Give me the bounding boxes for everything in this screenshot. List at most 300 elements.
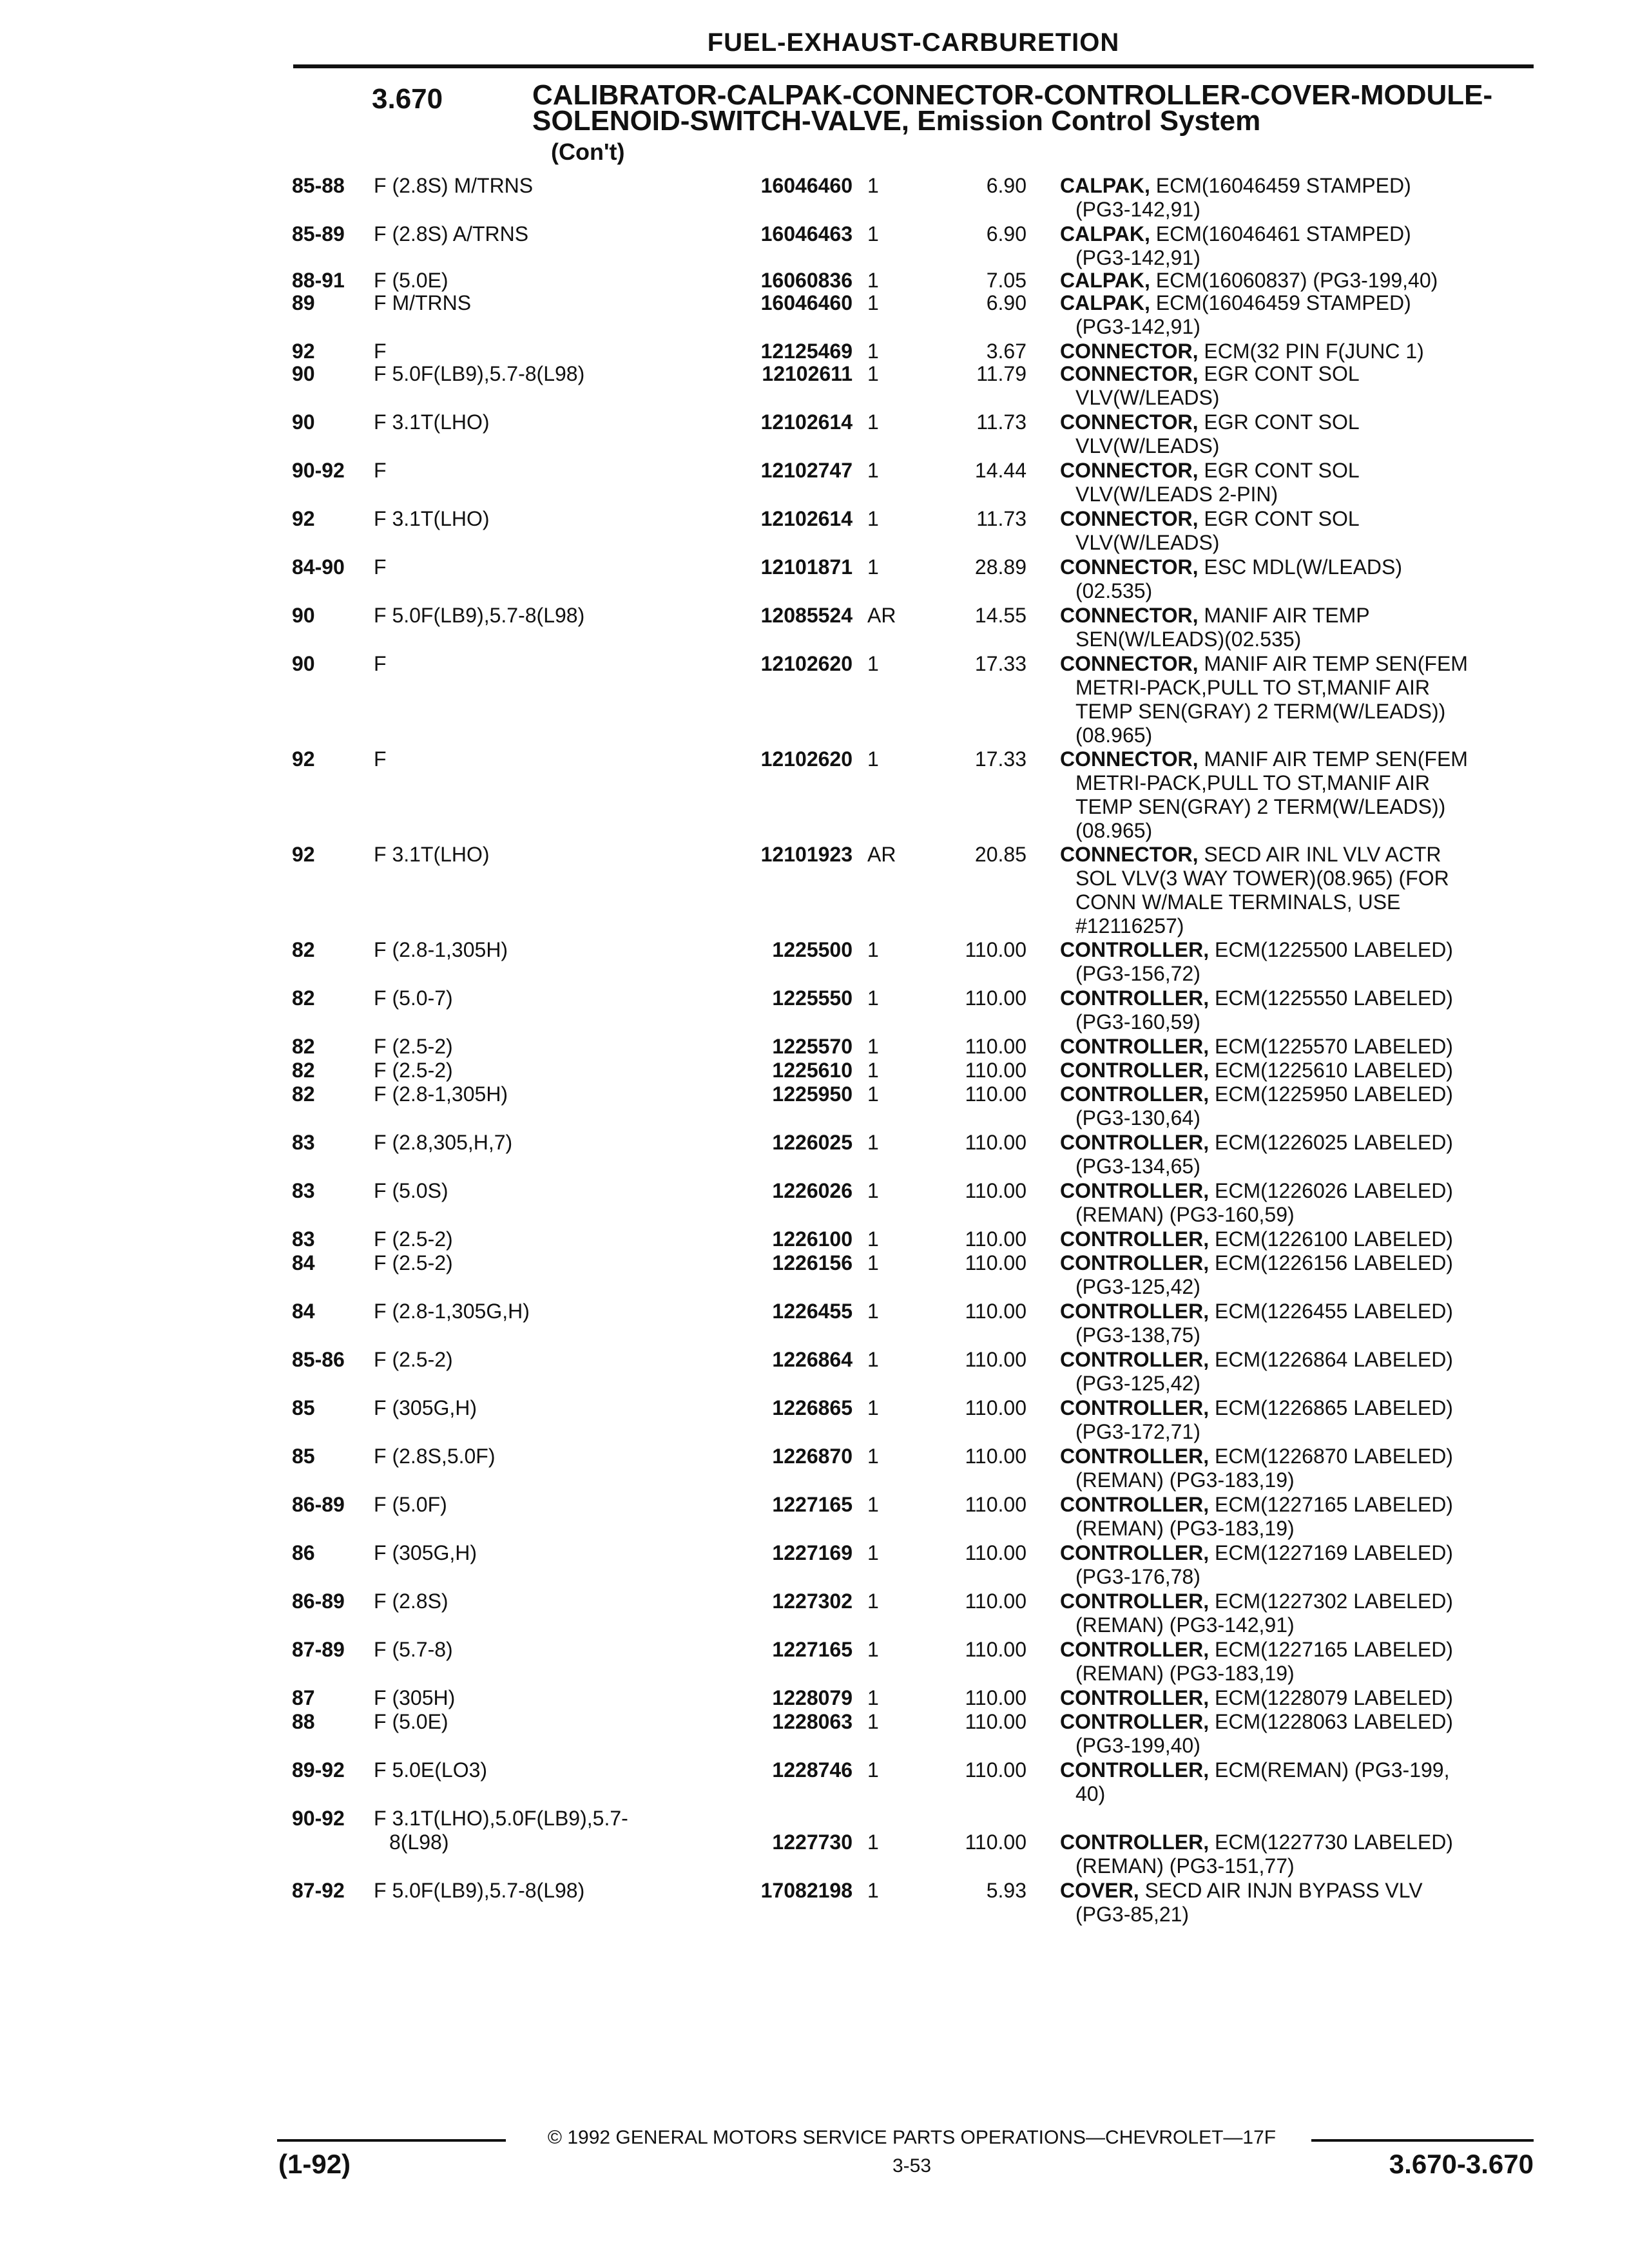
- item-name: CONTROLLER,: [1060, 1179, 1210, 1202]
- model-year: 83: [292, 1179, 315, 1202]
- item-text: (08.965): [1075, 724, 1153, 747]
- application-desc: F (2.5-2): [374, 1059, 453, 1082]
- quantity: 1: [867, 1179, 879, 1202]
- item-name: CALPAK,: [1060, 222, 1150, 245]
- part-number: 16046460: [760, 291, 853, 314]
- item-description: [1060, 1059, 1537, 1082]
- part-number: 12101871: [760, 555, 853, 579]
- model-year: 82: [292, 1035, 315, 1058]
- item-text: (PG3-85,21): [1075, 1903, 1190, 1926]
- price: 110.00: [965, 938, 1027, 961]
- item-description: [1060, 1300, 1537, 1347]
- item-description-line: [1060, 700, 1537, 724]
- item-name: CALPAK,: [1060, 291, 1150, 314]
- item-text: ECM(1226100 LABELED): [1214, 1227, 1453, 1251]
- item-description-line: [1060, 914, 1537, 938]
- item-description-line: [1060, 246, 1537, 270]
- item-text: MANIF AIR TEMP SEN(FEM: [1204, 747, 1468, 771]
- model-year: 92: [292, 747, 315, 771]
- item-description-line: [1060, 1155, 1537, 1178]
- model-year: 90: [292, 362, 315, 385]
- price: 7.05: [986, 269, 1027, 292]
- item-name: CONNECTOR,: [1060, 652, 1199, 675]
- quantity: 1: [867, 1251, 879, 1274]
- item-description: [1060, 986, 1537, 1034]
- item-text: ECM(1225550 LABELED): [1214, 986, 1453, 1010]
- application-desc: F M/TRNS: [374, 291, 472, 314]
- item-name: CALPAK,: [1060, 174, 1150, 197]
- quantity: 1: [867, 1300, 879, 1323]
- quantity: 1: [867, 362, 879, 385]
- model-year: 86-89: [292, 1493, 345, 1516]
- item-text: ECM(16046459 STAMPED): [1155, 291, 1411, 314]
- item-description-line: [1060, 198, 1537, 222]
- item-description: [1060, 747, 1537, 843]
- item-text: (PG3-199,40): [1075, 1734, 1200, 1757]
- item-text: ECM(1227169 LABELED): [1214, 1541, 1453, 1564]
- item-text: MANIF AIR TEMP SEN(FEM: [1204, 652, 1468, 675]
- item-text: (REMAN) (PG3-183,19): [1075, 1468, 1295, 1492]
- item-description-line: [1060, 962, 1537, 986]
- item-name: CONNECTOR,: [1060, 555, 1199, 579]
- quantity: 1: [867, 291, 879, 314]
- application-desc-continued: 8(L98): [389, 1831, 449, 1854]
- item-text: EGR CONT SOL: [1204, 410, 1360, 434]
- price: 110.00: [965, 1035, 1027, 1058]
- price: 110.00: [965, 1251, 1027, 1274]
- application-desc: F 3.1T(LHO): [374, 843, 490, 866]
- part-number: 1225570: [772, 1035, 853, 1058]
- item-text: METRI-PACK,PULL TO ST,MANIF AIR: [1075, 771, 1431, 794]
- item-text: ECM(1226026 LABELED): [1214, 1179, 1453, 1202]
- item-text: ECM(1225570 LABELED): [1214, 1035, 1453, 1058]
- item-name: CONTROLLER,: [1060, 1710, 1210, 1733]
- price: 110.00: [965, 1131, 1027, 1154]
- item-description: [1060, 1131, 1537, 1178]
- part-number: 1225610: [772, 1059, 853, 1082]
- price: 110.00: [965, 1445, 1027, 1468]
- item-description-line: [1060, 1854, 1537, 1878]
- item-description-line: [1060, 1396, 1537, 1420]
- model-year: 85-89: [292, 222, 345, 245]
- application-desc: F (2.8S,5.0F): [374, 1445, 496, 1468]
- part-number: 1226865: [772, 1396, 853, 1419]
- model-year: 90: [292, 604, 315, 627]
- footer-page-number: 3-53: [892, 2155, 932, 2177]
- item-name: CONNECTOR,: [1060, 459, 1199, 482]
- item-description-line: [1060, 1686, 1537, 1710]
- price: 110.00: [965, 1493, 1027, 1516]
- quantity: 1: [867, 986, 879, 1010]
- item-description-line: [1060, 1372, 1537, 1396]
- item-description-line: [1060, 1710, 1537, 1734]
- quantity: 1: [867, 747, 879, 771]
- item-description-line: [1060, 652, 1537, 676]
- application-desc: F: [374, 747, 387, 771]
- item-text: TEMP SEN(GRAY) 2 TERM(W/LEADS)): [1075, 795, 1446, 818]
- item-name: CONTROLLER,: [1060, 1758, 1210, 1782]
- item-description: [1060, 1493, 1537, 1541]
- item-text: (REMAN) (PG3-183,19): [1075, 1517, 1295, 1540]
- item-description-line: [1060, 269, 1537, 293]
- item-description: [1060, 174, 1537, 222]
- item-description-line: [1060, 1445, 1537, 1468]
- item-name: CONNECTOR,: [1060, 340, 1199, 363]
- item-description-line: [1060, 362, 1537, 386]
- quantity: 1: [867, 1445, 879, 1468]
- item-name: COVER,: [1060, 1879, 1139, 1902]
- item-text: (PG3-125,42): [1075, 1275, 1200, 1298]
- item-text: (REMAN) (PG3-142,91): [1075, 1613, 1295, 1637]
- application-desc: F: [374, 340, 387, 363]
- price: 110.00: [965, 1758, 1027, 1782]
- part-number: 1226870: [772, 1445, 853, 1468]
- footer-date-code: (1-92): [278, 2149, 351, 2179]
- model-year: 84: [292, 1300, 315, 1323]
- model-year: 82: [292, 1082, 315, 1106]
- item-description-line: [1060, 1468, 1537, 1492]
- application-desc: F 3.1T(LHO): [374, 410, 490, 434]
- item-description-line: [1060, 1323, 1537, 1347]
- item-text: 40): [1075, 1782, 1106, 1805]
- quantity: 1: [867, 1686, 879, 1709]
- item-description-line: [1060, 1831, 1537, 1854]
- item-description: [1060, 604, 1537, 651]
- item-description: [1060, 410, 1537, 458]
- part-number: 1226100: [772, 1227, 853, 1251]
- section-title-system: Emission Control System: [917, 105, 1261, 137]
- item-description: [1060, 1590, 1537, 1637]
- model-year: 86: [292, 1541, 315, 1564]
- part-number: 1225950: [772, 1082, 853, 1106]
- item-description: [1060, 1227, 1537, 1251]
- part-number: 1228063: [772, 1710, 853, 1733]
- part-number: 12102614: [760, 410, 853, 434]
- application-desc: F (2.8-1,305G,H): [374, 1300, 530, 1323]
- item-description: [1060, 555, 1537, 603]
- application-desc: F 5.0F(LB9),5.7-8(L98): [374, 604, 585, 627]
- quantity: 1: [867, 340, 879, 363]
- application-desc: F 5.0F(LB9),5.7-8(L98): [374, 362, 585, 385]
- item-text: EGR CONT SOL: [1204, 459, 1360, 482]
- item-text: (PG3-134,65): [1075, 1155, 1200, 1178]
- quantity: 1: [867, 1831, 879, 1854]
- item-text: (PG3-142,91): [1075, 246, 1200, 269]
- price: 110.00: [965, 1059, 1027, 1082]
- application-desc: F (5.0E): [374, 1710, 448, 1733]
- item-text: (REMAN) (PG3-151,77): [1075, 1854, 1295, 1878]
- price: 17.33: [974, 652, 1027, 675]
- quantity: 1: [867, 1758, 879, 1782]
- quantity: 1: [867, 410, 879, 434]
- price: 28.89: [974, 555, 1027, 579]
- application-desc: F (2.5-2): [374, 1035, 453, 1058]
- model-year: 92: [292, 843, 315, 866]
- item-description: [1060, 291, 1537, 339]
- price: 110.00: [965, 1686, 1027, 1709]
- price: 6.90: [986, 291, 1027, 314]
- item-name: CONTROLLER,: [1060, 1396, 1210, 1419]
- item-description-line: [1060, 747, 1537, 771]
- price: 11.73: [976, 507, 1027, 530]
- item-text: TEMP SEN(GRAY) 2 TERM(W/LEADS)): [1075, 700, 1446, 723]
- item-name: CONNECTOR,: [1060, 410, 1199, 434]
- item-description: [1060, 652, 1537, 747]
- item-description-line: [1060, 1035, 1537, 1059]
- price: 14.44: [974, 459, 1027, 482]
- part-number: 12102620: [760, 652, 853, 675]
- model-year: 85-86: [292, 1348, 345, 1371]
- section-continued: (Con't): [551, 139, 625, 165]
- item-text: (PG3-156,72): [1075, 962, 1200, 985]
- footer-rule-right: [1311, 2139, 1534, 2142]
- quantity: 1: [867, 1059, 879, 1082]
- item-description-line: [1060, 1059, 1537, 1082]
- application-desc: F (2.8S) M/TRNS: [374, 174, 534, 197]
- price: 6.90: [986, 174, 1027, 197]
- price: 14.55: [974, 604, 1027, 627]
- footer-rule-left: [277, 2139, 506, 2142]
- part-number: 1226156: [772, 1251, 853, 1274]
- item-text: (REMAN) (PG3-160,59): [1075, 1203, 1295, 1226]
- item-description-line: [1060, 986, 1537, 1010]
- part-number: 1228746: [772, 1758, 853, 1782]
- model-year: 89-92: [292, 1758, 345, 1782]
- item-text: (02.535): [1075, 579, 1153, 602]
- model-year: 83: [292, 1131, 315, 1154]
- item-name: CONNECTOR,: [1060, 604, 1199, 627]
- item-text: ECM(1228063 LABELED): [1214, 1710, 1453, 1733]
- item-name: CONTROLLER,: [1060, 938, 1210, 961]
- item-description: [1060, 1179, 1537, 1227]
- item-description-line: [1060, 1903, 1537, 1927]
- item-text: VLV(W/LEADS 2-PIN): [1075, 483, 1278, 506]
- item-text: (PG3-138,75): [1075, 1323, 1200, 1347]
- quantity: 1: [867, 652, 879, 675]
- item-description-line: [1060, 1541, 1537, 1565]
- item-description-line: [1060, 531, 1537, 555]
- item-description-line: [1060, 507, 1537, 531]
- quantity: 1: [867, 269, 879, 292]
- application-desc: F (5.0E): [374, 269, 448, 292]
- model-year: 92: [292, 507, 315, 530]
- item-text: MANIF AIR TEMP: [1204, 604, 1370, 627]
- price: 110.00: [965, 1710, 1027, 1733]
- model-year: 82: [292, 986, 315, 1010]
- item-name: CONTROLLER,: [1060, 1493, 1210, 1516]
- part-number: 16046460: [760, 174, 853, 197]
- model-year: 88: [292, 1710, 315, 1733]
- model-year: 84: [292, 1251, 315, 1274]
- item-description: [1060, 938, 1537, 986]
- part-number: 12125469: [760, 340, 853, 363]
- item-name: CONTROLLER,: [1060, 1590, 1210, 1613]
- item-description-line: [1060, 291, 1537, 315]
- item-text: ECM(1225950 LABELED): [1214, 1082, 1453, 1106]
- item-text: ECM(16046459 STAMPED): [1155, 174, 1411, 197]
- item-text: ECM(1227730 LABELED): [1214, 1831, 1453, 1854]
- application-desc: F 3.1T(LHO): [374, 507, 490, 530]
- item-description-line: [1060, 604, 1537, 628]
- application-desc: F: [374, 652, 387, 675]
- part-number: 1226026: [772, 1179, 853, 1202]
- item-text: ECM(1226156 LABELED): [1214, 1251, 1453, 1274]
- application-desc: F (2.5-2): [374, 1348, 453, 1371]
- quantity: 1: [867, 1710, 879, 1733]
- footer-copyright: © 1992 GENERAL MOTORS SERVICE PARTS OPERATIONS—CHEVROLET—17F: [547, 2127, 1277, 2148]
- part-number: 12085524: [760, 604, 853, 627]
- item-description: [1060, 459, 1537, 506]
- item-description-line: [1060, 1227, 1537, 1251]
- price: 110.00: [965, 1831, 1027, 1854]
- item-name: CONTROLLER,: [1060, 1035, 1210, 1058]
- item-text: ECM(1226025 LABELED): [1214, 1131, 1453, 1154]
- item-description: [1060, 222, 1537, 270]
- application-desc: F (305G,H): [374, 1396, 477, 1419]
- item-description-line: [1060, 795, 1537, 819]
- item-description-line: [1060, 410, 1537, 434]
- model-year: 88-91: [292, 269, 345, 292]
- part-number: 1227302: [772, 1590, 853, 1613]
- application-desc: F: [374, 459, 387, 482]
- quantity: 1: [867, 1396, 879, 1419]
- item-name: CONNECTOR,: [1060, 507, 1199, 530]
- item-text: ECM(1227165 LABELED): [1214, 1493, 1453, 1516]
- part-number: 12102747: [760, 459, 853, 482]
- item-name: CONTROLLER,: [1060, 1445, 1210, 1468]
- item-name: CALPAK,: [1060, 269, 1150, 292]
- item-name: CONTROLLER,: [1060, 986, 1210, 1010]
- item-text: ECM(1225500 LABELED): [1214, 938, 1453, 961]
- price: 110.00: [965, 1348, 1027, 1371]
- item-text: ESC MDL(W/LEADS): [1204, 555, 1403, 579]
- part-number: 1227169: [772, 1541, 853, 1564]
- quantity: 1: [867, 1541, 879, 1564]
- item-description-line: [1060, 1517, 1537, 1541]
- quantity: 1: [867, 507, 879, 530]
- section-title-parts: CALIBRATOR-CALPAK-CONNECTOR-CONTROLLER-COVER-MODULE-SOLENOID-SWITCH-VALVE,: [532, 79, 1493, 137]
- item-description: [1060, 1348, 1537, 1396]
- item-description: [1060, 1831, 1537, 1878]
- item-text: (REMAN) (PG3-183,19): [1075, 1662, 1295, 1685]
- model-year: 90-92: [292, 459, 345, 482]
- item-description-line: [1060, 1348, 1537, 1372]
- item-name: CONTROLLER,: [1060, 1638, 1210, 1661]
- item-text: SECD AIR INJN BYPASS VLV: [1144, 1879, 1423, 1902]
- item-description-line: [1060, 628, 1537, 651]
- quantity: 1: [867, 938, 879, 961]
- part-number: 12102611: [762, 362, 853, 385]
- model-year: 84-90: [292, 555, 345, 579]
- quantity: 1: [867, 1493, 879, 1516]
- price: 110.00: [965, 1179, 1027, 1202]
- item-text: (PG3-160,59): [1075, 1010, 1200, 1033]
- item-name: CONTROLLER,: [1060, 1686, 1210, 1709]
- model-year: 89: [292, 291, 315, 314]
- item-description-line: [1060, 676, 1537, 700]
- item-text: ECM(1228079 LABELED): [1214, 1686, 1453, 1709]
- application-desc: F (2.8,305,H,7): [374, 1131, 513, 1154]
- item-name: CONNECTOR,: [1060, 362, 1199, 385]
- model-year: 85-88: [292, 174, 345, 197]
- item-description-line: [1060, 1879, 1537, 1903]
- item-text: SECD AIR INL VLV ACTR: [1204, 843, 1441, 866]
- price: 110.00: [965, 1227, 1027, 1251]
- part-number: 1226025: [772, 1131, 853, 1154]
- application-desc: F 5.0E(LO3): [374, 1758, 488, 1782]
- item-description: [1060, 1035, 1537, 1059]
- model-year: 87: [292, 1686, 315, 1709]
- price: 5.93: [986, 1879, 1027, 1902]
- part-number: 16046463: [760, 222, 853, 245]
- item-text: (PG3-176,78): [1075, 1565, 1200, 1588]
- part-number: 1227165: [772, 1638, 853, 1661]
- footer-section-range: 3.670-3.670: [1389, 2149, 1534, 2179]
- quantity: 1: [867, 1590, 879, 1613]
- quantity: 1: [867, 222, 879, 245]
- item-text: #12116257): [1075, 914, 1184, 937]
- item-name: CONTROLLER,: [1060, 1082, 1210, 1106]
- item-description-line: [1060, 1203, 1537, 1227]
- item-description-line: [1060, 1251, 1537, 1275]
- item-description-line: [1060, 1782, 1537, 1806]
- model-year: 87-92: [292, 1879, 345, 1902]
- application-desc: F 5.0F(LB9),5.7-8(L98): [374, 1879, 585, 1902]
- item-description-line: [1060, 843, 1537, 867]
- item-text: EGR CONT SOL: [1204, 507, 1360, 530]
- item-name: CONNECTOR,: [1060, 747, 1199, 771]
- price: 110.00: [965, 1082, 1027, 1106]
- part-number: 1225550: [772, 986, 853, 1010]
- item-description: [1060, 1082, 1537, 1130]
- quantity: AR: [867, 604, 896, 627]
- item-description-line: [1060, 1010, 1537, 1034]
- model-year: 83: [292, 1227, 315, 1251]
- part-number: 1226455: [772, 1300, 853, 1323]
- item-text: VLV(W/LEADS): [1075, 386, 1220, 409]
- item-text: ECM(1226870 LABELED): [1214, 1445, 1453, 1468]
- item-name: CONTROLLER,: [1060, 1251, 1210, 1274]
- price: 6.90: [986, 222, 1027, 245]
- item-description-line: [1060, 1613, 1537, 1637]
- price: 11.73: [976, 410, 1027, 434]
- model-year: 92: [292, 340, 315, 363]
- quantity: 1: [867, 459, 879, 482]
- model-year: 90: [292, 652, 315, 675]
- price: 110.00: [965, 1300, 1027, 1323]
- item-description-line: [1060, 386, 1537, 410]
- item-text: METRI-PACK,PULL TO ST,MANIF AIR: [1075, 676, 1431, 699]
- item-description-line: [1060, 174, 1537, 198]
- item-text: ECM(1227302 LABELED): [1214, 1590, 1453, 1613]
- item-name: CONTROLLER,: [1060, 1131, 1210, 1154]
- part-number: 1226864: [772, 1348, 853, 1371]
- item-description-line: [1060, 1082, 1537, 1106]
- item-description-line: [1060, 1420, 1537, 1444]
- model-year: 82: [292, 938, 315, 961]
- item-name: CONNECTOR,: [1060, 843, 1199, 866]
- item-text: ECM(16060837) (PG3-199,40): [1155, 269, 1438, 292]
- quantity: 1: [867, 1638, 879, 1661]
- item-description-line: [1060, 1734, 1537, 1758]
- application-desc: F (5.0S): [374, 1179, 448, 1202]
- section-number: 3.670: [372, 83, 443, 115]
- item-description-line: [1060, 724, 1537, 747]
- quantity: 1: [867, 1131, 879, 1154]
- application-desc: F (2.8-1,305H): [374, 938, 508, 961]
- item-description-line: [1060, 579, 1537, 603]
- item-description: [1060, 1396, 1537, 1444]
